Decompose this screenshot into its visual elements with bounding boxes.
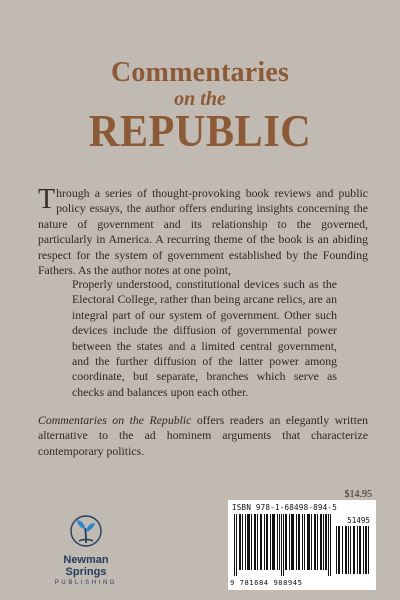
isbn-barcode — [228, 500, 376, 590]
publisher-sub: PUBLISHING — [54, 580, 118, 586]
barcode-bars — [234, 514, 332, 576]
closing-text: offers readers an elegantly written alternative to the ad hominem arguments that characterize contemporary politics. — [38, 413, 369, 458]
intro-paragraph — [38, 186, 368, 278]
drop-cap: T — [38, 184, 56, 215]
publisher-name: Newman Springs — [63, 554, 109, 578]
block-quote: Properly understood, constitutional devices such as the Electoral College, rather than being arcane relics, are an integral part of our system of government. Other such devices include the diffusion of governmental power between the states and a limited central government, and the further diffusion of the latter power among coordinate, but separate, branches which serve as checks and balances upon each other. — [72, 277, 337, 399]
price-label: $14.95 — [344, 489, 372, 500]
isbn-text: ISBN 978-1-68498-894-5 — [232, 503, 337, 512]
intro-text: hrough a series of thought-provoking book reviews and public policy essays, the author offers enduring insights concerning the nature of government and its relationship to the governed, particularly in America. A recurring theme of the book is an abiding respect for the system of government established by the Founding Fathers. As the author notes at one point, — [38, 186, 368, 278]
addon-barcode-bars — [336, 526, 370, 574]
closing-title-italic: Commentaries on the Republic — [38, 413, 192, 427]
book-title — [0, 58, 400, 154]
publisher-logo — [50, 515, 122, 586]
barcode-digits: 9 781684 988945 — [230, 578, 303, 587]
closing-paragraph — [38, 413, 368, 459]
sprout-icon — [68, 515, 104, 549]
title-line-2: on the — [174, 88, 226, 110]
addon-number: 51495 — [347, 516, 370, 525]
title-line-3: REPUBLIC — [88, 105, 312, 156]
title-line-1: Commentaries — [110, 57, 290, 88]
